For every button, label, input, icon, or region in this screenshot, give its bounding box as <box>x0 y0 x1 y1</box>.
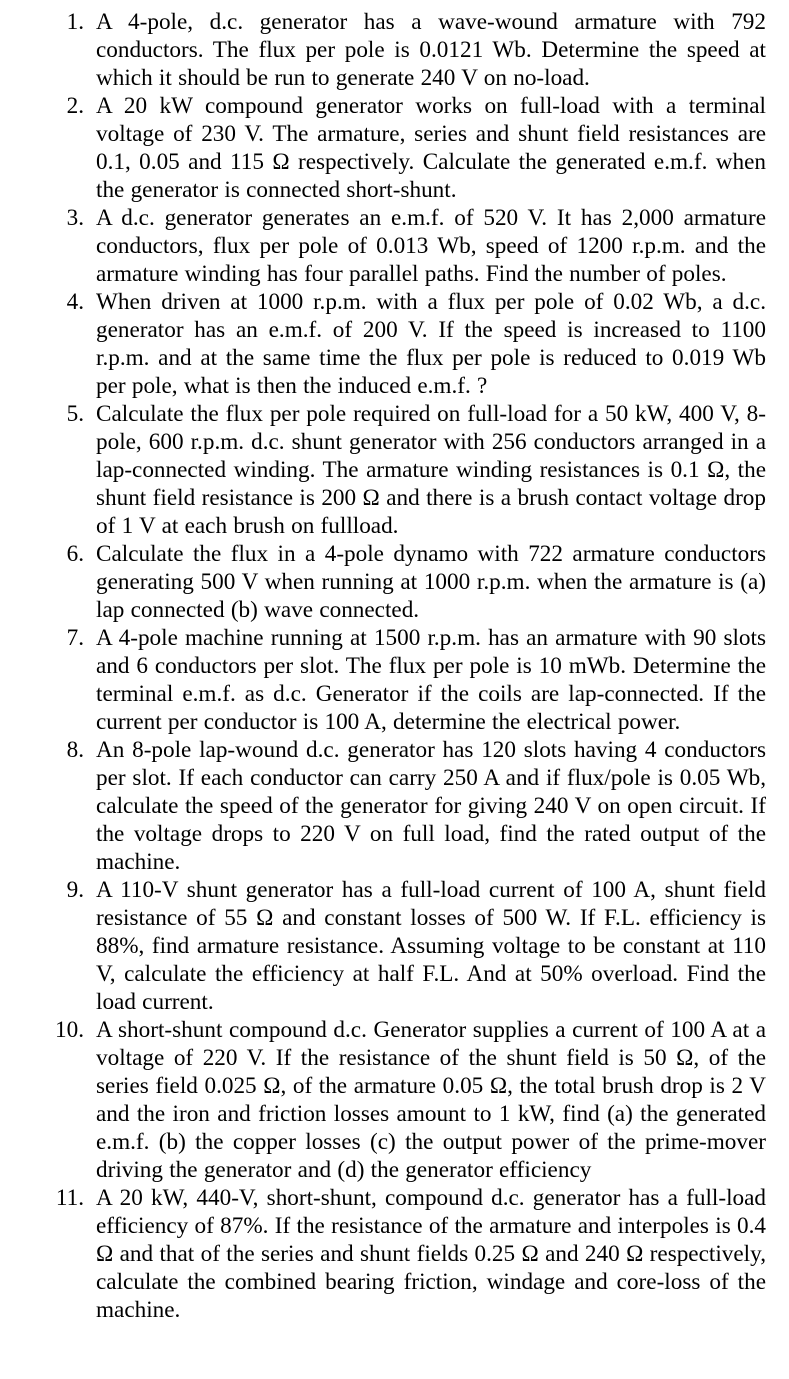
problem-text: A 110-V shunt generator has a full-load current of 100 A, shunt field resistance of 55 Ω and constant losses of 500 W. If F.L. efficiency is 88%, find armature resistance. Assuming voltage to be constant at 110 V, calculate the efficiency at half F.L. And at 50% overload. Find the load current. <box>96 877 766 1015</box>
problem-list <box>0 8 777 1324</box>
problem-item <box>0 736 777 876</box>
problem-item <box>0 204 777 288</box>
problem-number: 5. <box>66 401 84 427</box>
problem-number: 8. <box>66 737 84 763</box>
problem-text: A short-shunt compound d.c. Generator supplies a current of 100 A at a voltage of 220 V. If the resistance of the shunt field is 50 Ω, of the series field 0.025 Ω, of the armature 0.05 Ω, the total brush drop is 2 V and the iron and friction losses amount to 1 kW, find (a) the generated e.m.f. (b) the copper losses (c) the output power of the prime-mover driving the generator and (d) the generator efficiency <box>96 1017 766 1183</box>
problem-number: 11. <box>55 1185 84 1211</box>
problem-text: Calculate the flux in a 4-pole dynamo with 722 armature conductors generating 500 V when running at 1000 r.p.m. when the armature is (a) lap connected (b) wave connected. <box>96 541 766 623</box>
problem-item <box>0 400 777 540</box>
problem-number: 1. <box>66 9 84 35</box>
problem-item <box>0 288 777 400</box>
problem-text: A 20 kW, 440-V, short-shunt, compound d.c. generator has a full-load efficiency of 87%. If the resistance of the armature and interpoles is 0.4 Ω and that of the series and shunt fields 0.25 Ω and 240 Ω respectively, calculate the combined bearing friction, windage and core-loss of the machine. <box>96 1185 766 1323</box>
problem-text: An 8-pole lap-wound d.c. generator has 120 slots having 4 conductors per slot. If each conductor can carry 250 A and if flux/pole is 0.05 Wb, calculate the speed of the generator for giving 240 V on open circuit. If the voltage drops to 220 V on full load, find the rated output of the machine. <box>96 737 766 875</box>
problem-text: Calculate the flux per pole required on full-load for a 50 kW, 400 V, 8-pole, 600 r.p.m. d.c. shunt generator with 256 conductors arranged in a lap-connected winding. The armature winding resistances is 0.1 Ω, the shunt field resistance is 200 Ω and there is a brush contact voltage drop of 1 V at each brush on fullload. <box>96 401 766 539</box>
problem-item <box>0 1016 777 1184</box>
problem-item <box>0 8 777 92</box>
problem-number: 7. <box>66 625 84 651</box>
problem-number: 4. <box>66 289 84 315</box>
problem-item <box>0 624 777 736</box>
problem-number: 10. <box>55 1017 84 1043</box>
problem-number: 6. <box>66 541 84 567</box>
problem-text: A d.c. generator generates an e.m.f. of 520 V. It has 2,000 armature conductors, flux per pole of 0.013 Wb, speed of 1200 r.p.m. and the armature winding has four parallel paths. Find the number of poles. <box>96 205 766 287</box>
problem-text: When driven at 1000 r.p.m. with a flux per pole of 0.02 Wb, a d.c. generator has an e.m.f. of 200 V. If the speed is increased to 1100 r.p.m. and at the same time the flux per pole is reduced to 0.019 Wb per pole, what is then the induced e.m.f. ? <box>96 289 766 399</box>
problem-item <box>0 540 777 624</box>
problem-item <box>0 876 777 1016</box>
problem-text: A 4-pole machine running at 1500 r.p.m. has an armature with 90 slots and 6 conductors per slot. The flux per pole is 10 mWb. Determine the terminal e.m.f. as d.c. Generator if the coils are lap-connected. If the current per conductor is 100 A, determine the electrical power. <box>96 625 766 735</box>
problem-number: 9. <box>66 877 84 903</box>
problem-number: 2. <box>66 93 84 119</box>
problem-number: 3. <box>66 205 84 231</box>
problem-text: A 20 kW compound generator works on full-load with a terminal voltage of 230 V. The armature, series and shunt field resistances are 0.1, 0.05 and 115 Ω respectively. Calculate the generated e.m.f. when the generator is connected short-shunt. <box>96 93 766 203</box>
problem-item <box>0 1184 777 1324</box>
problem-item <box>0 92 777 204</box>
problem-text: A 4-pole, d.c. generator has a wave-wound armature with 792 conductors. The flux per pole is 0.0121 Wb. Determine the speed at which it should be run to generate 240 V on no-load. <box>96 9 766 91</box>
